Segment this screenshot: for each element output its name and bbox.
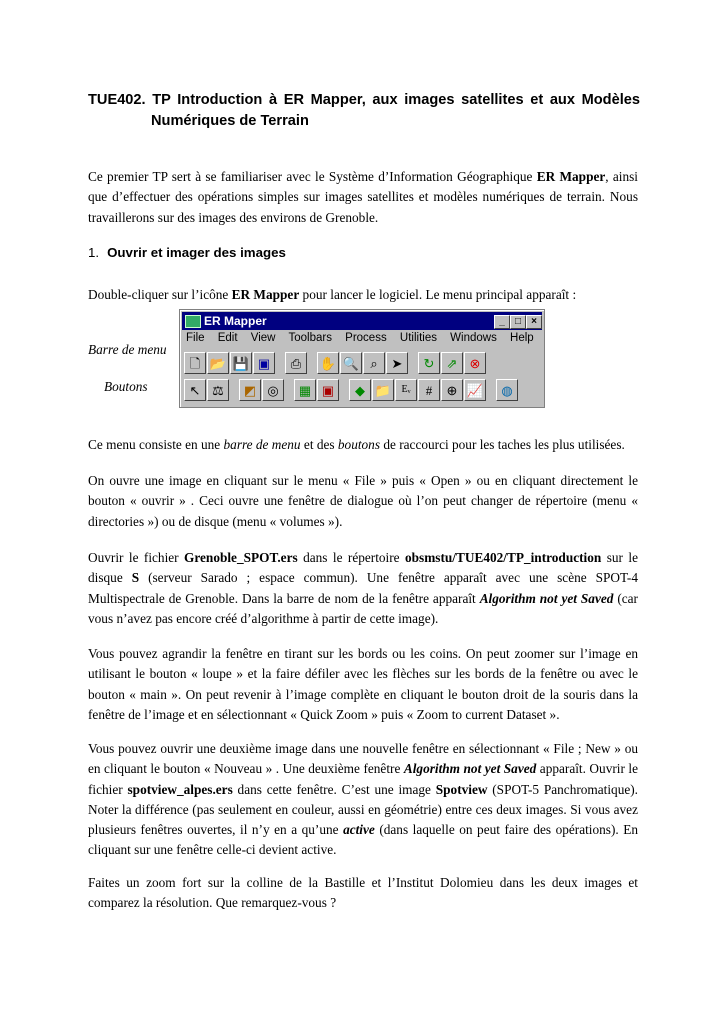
- minimize-button[interactable]: _: [494, 315, 510, 329]
- window-titlebar: [182, 312, 542, 330]
- close-button[interactable]: ×: [526, 315, 542, 329]
- menu-help[interactable]: Help: [510, 332, 534, 344]
- file-paragraph: Ouvrir le fichier Grenoble_SPOT.ers dans le répertoire obsmstu/TUE402/TP_introduction sur le disque S (serveur Sarado ; espace commun). Une fenêtre apparaît avec une scène SPOT-4 Multispectrale de Grenoble. Dans la barre de nom de la fenêtre apparaît Algorithm not yet Saved (car vous n’avez pas encore créé d’algorithme à partir de cette image).: [88, 550, 638, 626]
- menu-windows[interactable]: Windows: [450, 332, 497, 344]
- second-image-paragraph: Vous pouvez ouvrir une deuxième image dans une nouvelle fenêtre en sélectionnant « File ; New » ou en cliquant le bouton « Nouveau » . Une deuxième fenêtre Algorithm not yet Saved apparaît. Ouvrir le fichier spotview_alpes.ers dans cette fenêtre. C’est une image Spotview (SPOT-5 Panchromatique). Noter la différence (pas seulement en couleur, aussi en géométrie) entre ces deux images. Si vous avez plusieurs fenêtres ouvertes, il n’y en a qu’une active (dans laquelle on peut faire des opérations). En cliquant sur une fenêtre celle-ci devient active.: [88, 741, 638, 858]
- maximize-button[interactable]: □: [510, 315, 526, 329]
- er-mapper-logo-icon: [185, 315, 201, 328]
- menu-bar: [186, 332, 544, 344]
- zoom-paragraph: Vous pouvez agrandir la fenêtre en tirant sur les bords ou les coins. On peut zoomer sur l’image en utilisant le bouton « loupe » et la faire défiler avec les flèches sur les bords de la fenêtre ou avec le bouton « main ». On peut revenir à l’image complète en cliquant le bouton droit de la souris dans la fenêtre de l’image et en sélectionnant « Quick Zoom » puis « Zoom to current Dataset ».: [88, 646, 638, 722]
- menu-edit[interactable]: Edit: [217, 332, 238, 344]
- zoom-box-icon[interactable]: ⌕: [363, 352, 385, 374]
- run-icon[interactable]: ⇗: [441, 352, 463, 374]
- toolbar-row-1: [184, 352, 486, 376]
- classify-icon[interactable]: ▦: [294, 379, 316, 401]
- grid-icon[interactable]: #: [418, 379, 440, 401]
- target-icon[interactable]: ⊕: [441, 379, 463, 401]
- hand-icon[interactable]: ✋: [317, 352, 339, 374]
- filter-icon[interactable]: ▣: [317, 379, 339, 401]
- document-title: [88, 90, 640, 132]
- open-icon[interactable]: 📂: [207, 352, 229, 374]
- geocode-icon[interactable]: ◎: [262, 379, 284, 401]
- window-title: ER Mapper: [204, 314, 267, 328]
- title-line-1: TUE402. TP Introduction à ER Mapper, aux images satellites et aux Modèles: [88, 92, 640, 108]
- menu-utilities[interactable]: Utilities: [399, 332, 437, 344]
- title-line-2: Numériques de Terrain: [151, 113, 309, 129]
- final-paragraph: Faites un zoom fort sur la colline de la Bastille et l’Institut Dolomieu dans les deux images et comparez la résolution. Que remarquez-vous ?: [88, 875, 638, 911]
- transform-icon[interactable]: ◩: [239, 379, 261, 401]
- save-icon[interactable]: 💾: [230, 352, 252, 374]
- launch-paragraph: Double-cliquer sur l’icône ER Mapper pour lancer le logiciel. Le menu principal apparaît :: [88, 287, 577, 302]
- globe-icon[interactable]: ◍: [496, 379, 518, 401]
- pointer-icon[interactable]: ➤: [386, 352, 408, 374]
- zoom-icon[interactable]: 🔍: [340, 352, 362, 374]
- formula-icon[interactable]: Eᵥ: [395, 379, 417, 401]
- menu-view[interactable]: View: [250, 332, 276, 344]
- open-paragraph: On ouvre une image en cliquant sur le menu « File » puis « Open » ou en cliquant directement le bouton « ouvrir » . Ceci ouvre une fenêtre de dialogue où l’on peut changer de répertoire (menu « directories ») ou de disque (menu « volumes »).: [88, 473, 638, 529]
- new-icon[interactable]: 🗋: [184, 352, 206, 374]
- open-folder-icon[interactable]: 📁: [372, 379, 394, 401]
- menubar-label: Barre de menu: [88, 342, 167, 357]
- balance-icon[interactable]: ⚖: [207, 379, 229, 401]
- stop-icon[interactable]: ⊗: [464, 352, 486, 374]
- save-as-icon[interactable]: ▣: [253, 352, 275, 374]
- er-mapper-window: [179, 309, 545, 408]
- menu-toolbars[interactable]: Toolbars: [288, 332, 332, 344]
- buttons-label: Boutons: [104, 379, 148, 394]
- graph-icon[interactable]: 📈: [464, 379, 486, 401]
- menu-process[interactable]: Process: [345, 332, 387, 344]
- print-icon[interactable]: ⎙: [285, 352, 307, 374]
- menu-paragraph: Ce menu consiste en une barre de menu et des boutons de raccourci pour les taches les plus utilisées.: [88, 437, 625, 452]
- intro-paragraph: Ce premier TP sert à se familiariser avec le Système d’Information Géographique ER Mapper, ainsi que d’effectuer des opérations simples sur images satellites et modèles numériques de terrain. Nous travaillerons sur des images des environs de Grenoble.: [88, 169, 639, 225]
- section-heading: 1. Ouvrir et imager des images: [88, 245, 286, 260]
- layers-icon[interactable]: ◆: [349, 379, 371, 401]
- refresh-icon[interactable]: ↻: [418, 352, 440, 374]
- menu-file[interactable]: File: [186, 332, 205, 344]
- toolbar-row-2: [184, 379, 518, 403]
- pick-icon[interactable]: ↖: [184, 379, 206, 401]
